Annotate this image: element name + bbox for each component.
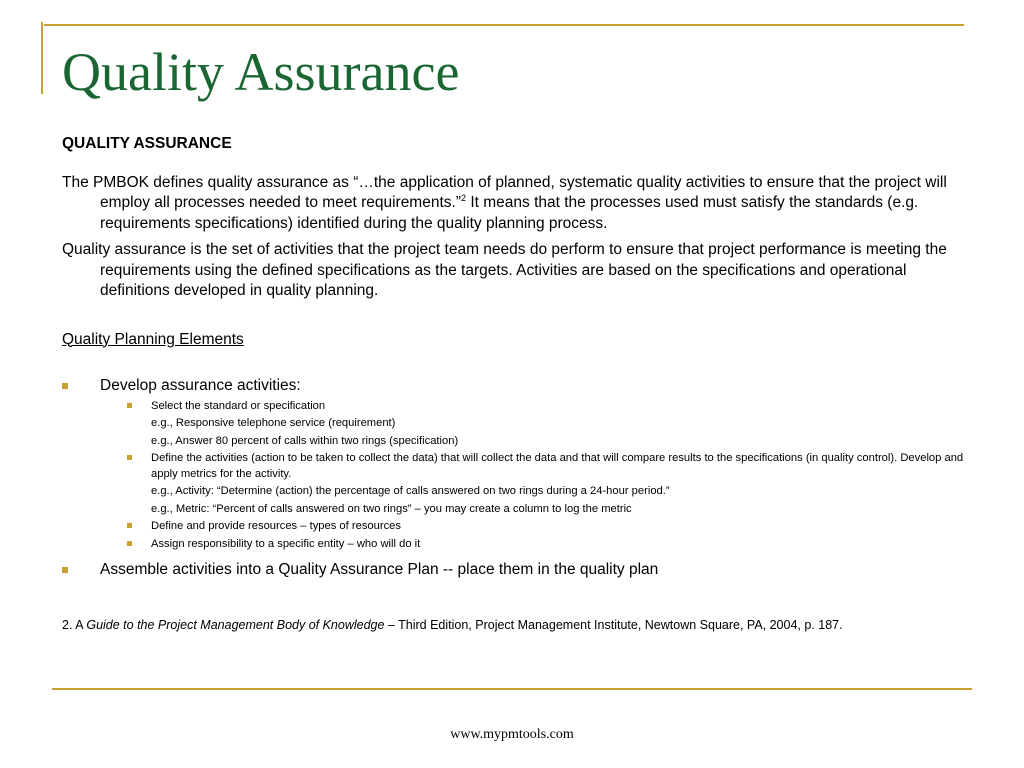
subbullet-assign-text: Assign responsibility to a specific entity – who will do it bbox=[151, 537, 421, 550]
subbullet-define-resources-text: Define and provide resources – types of resources bbox=[151, 520, 401, 532]
footer-url: www.mypmtools.com bbox=[450, 727, 574, 742]
subbullet-select bbox=[62, 399, 968, 415]
square-bullet-icon bbox=[127, 523, 132, 528]
footnote bbox=[62, 617, 968, 634]
definition-text-end: It means that the processes used must satisfy the standards (e.g. requirements specifications) identified during the quality planning process. bbox=[100, 194, 919, 232]
example-metric: e.g., Metric: “Percent of calls answered on two rings” – you may create a column to log the metric bbox=[151, 502, 632, 515]
square-bullet-icon bbox=[127, 541, 132, 546]
slide-title: Quality Assurance bbox=[62, 42, 460, 102]
bottom-divider bbox=[52, 688, 972, 690]
example-requirement: e.g., Responsive telephone service (requirement) bbox=[151, 417, 396, 429]
subbullet-define-activities-text: Define the activities (action to be taken to collect the data) that will collect the data and that will compare results to the specifications (in quality control). Develop and apply metrics for the activity. bbox=[151, 452, 964, 480]
bullet-assemble bbox=[62, 560, 968, 581]
example-activity: e.g., Activity: “Determine (action) the percentage of calls answered on two rings during a 24-hour period.” bbox=[151, 485, 670, 497]
subbullet-define-resources bbox=[62, 519, 968, 535]
slide-body bbox=[62, 134, 968, 634]
square-bullet-icon bbox=[127, 455, 132, 460]
pmbok-definition-paragraph bbox=[62, 173, 968, 235]
subbullet-define-activities bbox=[62, 451, 968, 482]
footnote-suffix: – Third Edition, Project Management Institute, Newtown Square, PA, 2004, p. 187. bbox=[384, 617, 843, 632]
bullet-develop-text: Develop assurance activities: bbox=[100, 377, 301, 394]
bullet-assemble-text: Assemble activities into a Quality Assurance Plan -- place them in the quality plan bbox=[100, 561, 659, 578]
elements-heading: Quality Planning Elements bbox=[62, 330, 244, 348]
footnote-book-title: Guide to the Project Management Body of Knowledge bbox=[86, 617, 385, 632]
bullet-develop bbox=[62, 376, 968, 397]
square-bullet-icon bbox=[62, 383, 68, 389]
footnote-prefix: 2. A bbox=[62, 617, 87, 632]
left-accent-bar bbox=[41, 22, 43, 94]
example-specification: e.g., Answer 80 percent of calls within two rings (specification) bbox=[151, 434, 459, 447]
top-divider bbox=[44, 24, 964, 26]
subbullet-assign bbox=[62, 537, 968, 553]
square-bullet-icon bbox=[62, 567, 68, 573]
subbullet-select-text: Select the standard or specification bbox=[151, 399, 326, 412]
section-heading: QUALITY ASSURANCE bbox=[62, 135, 232, 152]
square-bullet-icon bbox=[127, 403, 132, 408]
footnote-ref: 2 bbox=[461, 192, 467, 203]
quality-assurance-paragraph: Quality assurance is the set of activities that the project team needs do perform to ensure that project performance is meeting the requirements using the defined specifications as the targets. Activities are based on the specifications and operational definitions developed in quality planning. bbox=[62, 241, 947, 299]
definition-text-start: The PMBOK defines quality assurance as “…the application of planned, systematic quality activities to ensure that the project will employ all processes needed to meet requirements.” bbox=[62, 173, 947, 211]
